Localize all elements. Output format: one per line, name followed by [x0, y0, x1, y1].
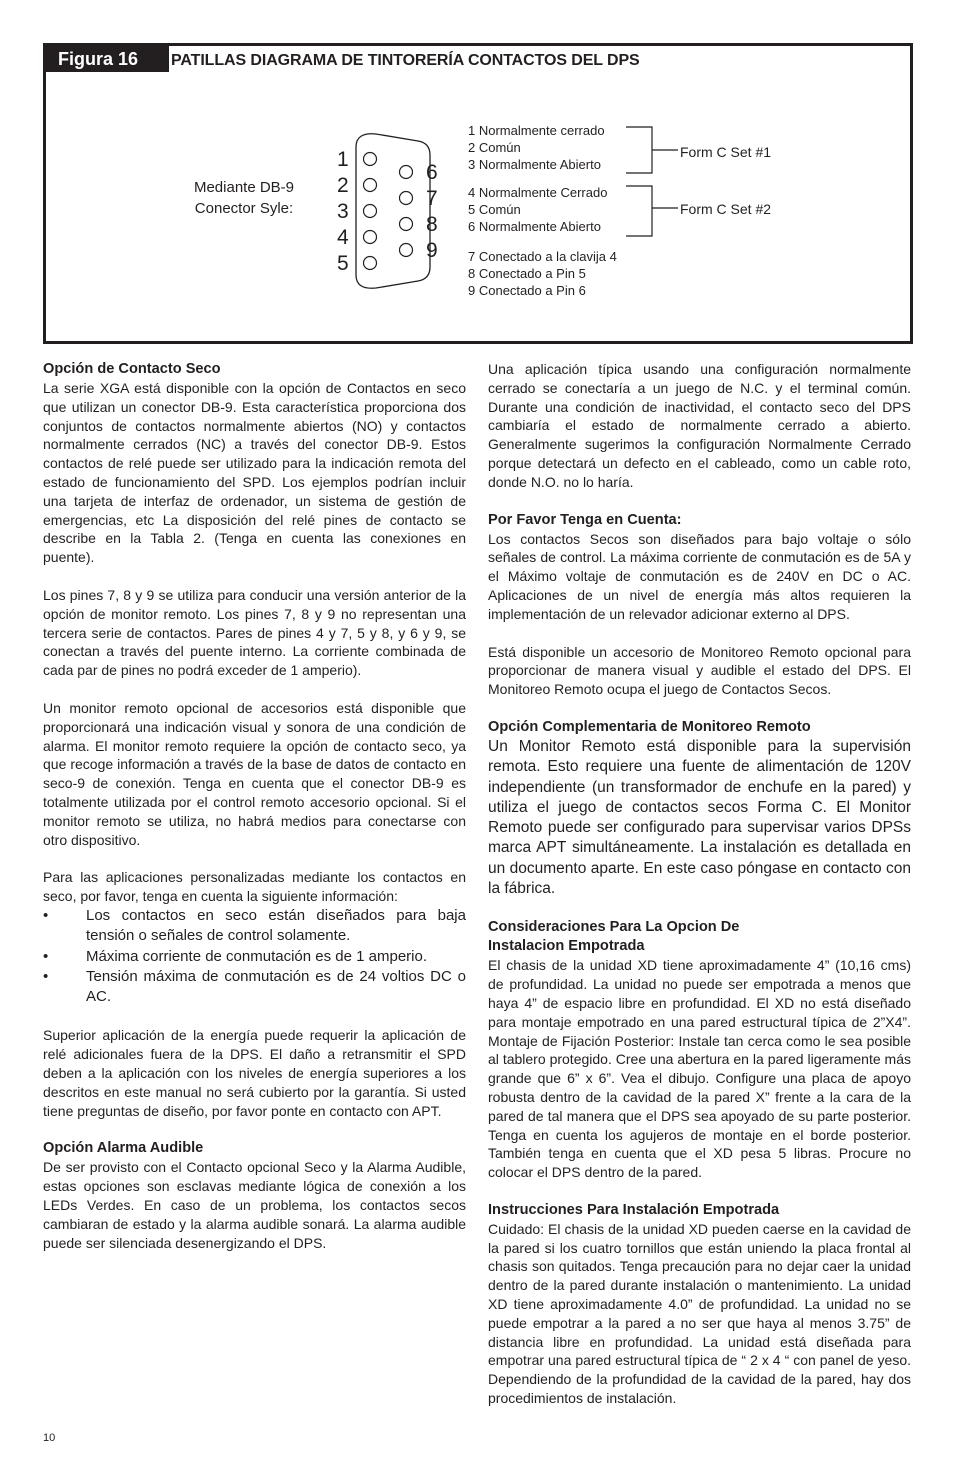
pin-hole-9: [400, 244, 413, 257]
pin-number-9: 9: [426, 239, 438, 262]
right-column: [488, 360, 911, 1408]
heading-please-note: Por Favor Tenga en Cuenta:: [488, 511, 682, 528]
pin-desc-4: 4 Normalmente Cerrado: [468, 185, 608, 200]
paragraph-dry-contact-3: Un monitor remoto opcional de accesorios está disponible que proporcionará una indicación visual y sonora de una condición de alarma. El monitor remoto requiere la opción de contacto seco, ya que recoge información a través de la base de datos de contacto en seco-9 de conexión. Tenga en cuenta que el conector DB-9 es totalmente utilizada por el control remoto accesorio opcional. Si el monitor remoto se utiliza, no habrá medios para conectarse con otro dispositivo.: [43, 699, 466, 848]
pin-number-7: 7: [426, 187, 438, 210]
pin-number-4: 4: [337, 226, 349, 249]
connector-label-line2: Conector Syle:: [194, 200, 294, 217]
pin-group-3: [468, 248, 617, 300]
pin-number-6: 6: [426, 161, 438, 184]
heading-flush-instructions: Instrucciones Para Instalación Empotrada: [488, 1201, 780, 1218]
figure-tag: Figura 16: [46, 46, 169, 72]
pin-hole-8: [400, 218, 413, 231]
pin-hole-1: [364, 153, 377, 166]
paragraph-flush-instructions: Cuidado: El chasis de la unidad XD pueden caerse en la cavidad de la pared si los cuatro tornillos que están uniendo la placa frontal al chasis son quitados. Tenga precaución para no dejar caer la unidad dentro de la pared durante instalación o mantenimiento. La unidad XD tiene aproximadamente 4.0” de profundidad. La unidad no se puede empotrar a la pared a no ser que haya al menos 3.75” de distancia libre en profundidad. La unidad está diseñada para empotrar una pared estructural típica de “ 2 x 4 “ con panel de yeso. Dependiendo de la profundidad de la cavidad de la pared, hay dos procedimientos de instalación.: [488, 1220, 911, 1407]
heading-dry-contact: Opción de Contacto Seco: [43, 361, 221, 377]
db9-connector-diagram: [334, 131, 454, 291]
pin-hole-6: [400, 166, 413, 179]
form-c-brackets: [626, 124, 686, 239]
pin-desc-3: 3 Normalmente Abierto: [468, 157, 601, 173]
paragraph-flush-considerations: El chasis de la unidad XD tiene aproximadamente 4” (10,16 cms) de profundidad. La unidad no puede ser empotrada a menos que haya 4” de espacio libre en profundidad. El XD no está diseñado para montaje empotrado en una pared estructural típica de 2”X4”. Montaje de Fijación Posterior: Instale tan cerca como le sea posible al tablero protegido. Cree una abertura en la pared ligeramente más grande que 6” x 6”. Vea el dibujo. Configure una placa de apoyo robusta dentro de la cavidad de la pared X” frente a la cara de la pared de tal manera que el DPS sea apoyado de su parte posterior. Tenga en cuenta los agujeros de montaje en el borde posterior. También tenga en cuenta que el XD pesa 5 libras. Procure no colocar el DPS dentro de la pared.: [488, 957, 911, 1181]
heading-audible-alarm: Opción Alarma Audible: [43, 1140, 204, 1157]
pin-hole-7: [400, 192, 413, 205]
heading-flush-considerations-2: Instalacion Empotrada: [488, 938, 645, 955]
pin-hole-5: [364, 257, 377, 270]
figure-title: PATILLAS DIAGRAMA DE TINTORERÍA CONTACTOS DEL DPS: [171, 52, 640, 69]
page-number: 10: [43, 1432, 56, 1444]
pin-number-2: 2: [337, 174, 349, 197]
bracket-set-2: [626, 186, 678, 236]
pin-hole-3: [364, 205, 377, 218]
paragraph-typical-application: Una aplicación típica usando una configuración normalmente cerrado se conectaría a un juego de N.C. y el terminal común. Durante una condición de inactividad, el contacto seco del DPS cambiaría el estado de normalmente cerrado a abierto. Generalmente sugerimos la configuración Normalmente Cerrado porque detectará un defecto en el cableado, como un cable roto, donde N.O. no lo haría.: [488, 361, 911, 490]
paragraph-dry-contact-1: La serie XGA está disponible con la opción de Contactos en seco que utilizan un conector DB-9. Esta característica proporciona dos conjuntos de contactos normalmente abiertos (NO) y contactos normalmente cerrados (NC) a través del conector DB-9. Estos contactos de relé puede ser utilizado para la indicación remota del estado de funcionamiento del SPD. Los ejemplos podrían incluir una tarjeta de interfaz de ordenador, un sistema de gestión de emergencias, etc La disposición del relé pines de contacto se describe en la Tabla 2. (Tenga en cuenta las conexiones en puente).: [43, 380, 466, 566]
pin-number-3: 3: [337, 200, 349, 223]
bullet-list: [43, 906, 466, 1007]
paragraph-remote-monitoring: Un Monitor Remoto está disponible para la supervisión remota. Esto requiere una fuente de alimentación de 120V independiente (un transformador de enchufe en la pared) y utiliza el juego de contactos secos Forma C. El Monitor Remoto puede ser configurado para supervisar varios DPSs marca APT simultáneamente. La instalación es detallada en un documento aparte. En este caso póngase en contacto con la fábrica.: [488, 737, 911, 898]
pin-desc-7: 7 Conectado a la clavija 4: [468, 249, 617, 264]
bullet-item: • Máxima corriente de conmutación es de 1 amperio.: [43, 947, 466, 967]
figure-16-box: [43, 43, 913, 344]
form-c-set-1: Form C Set #1: [680, 144, 772, 160]
paragraph-please-note: Los contactos Secos son diseñados para bajo voltaje o sólo señales de control. La máxima corriente de conmutación es de 5A y el Máximo voltaje de conmutación es de 240V en DC o AC. Aplicaciones de un nivel de energía más altos requieren la implementación de un relevador adicionar externo al DPS.: [488, 530, 911, 622]
pin-desc-1: 1 Normalmente cerrado: [468, 123, 605, 138]
paragraph-energy: Superior aplicación de la energía puede requerir la aplicación de relé adicionales fuera de la DPS. El daño a retransmitir el SPD deben a la aplicación con los niveles de energía superiores a los descritos en este manual no será cubierto por la garantía. Si usted tiene preguntas de diseño, por favor ponte en contacto con APT.: [43, 1027, 466, 1119]
pin-desc-2: 2 Común: [468, 140, 521, 156]
paragraph-audible-alarm: De ser provisto con el Contacto opcional Seco y la Alarma Audible, estas opciones son esclavas mediante lógica de conexión a los LEDs Verdes. En caso de un problema, los contactos secos cambiaran de estado y la alarma audible sonará. La alarma audible puede ser silenciada desenergizando el DPS.: [43, 1159, 466, 1251]
paragraph-remote-accessory: Está disponible un accesorio de Monitoreo Remoto opcional para proporcionar de manera visual y audible el estado del DPS. El Monitoreo Remoto ocupa el juego de Contactos Secos.: [488, 643, 911, 698]
pin-desc-9: 9 Conectado a Pin 6: [468, 283, 586, 299]
pin-group-1: [468, 122, 605, 174]
pin-number-5: 5: [337, 252, 349, 275]
heading-flush-considerations-1: Consideraciones Para La Opcion De: [488, 919, 740, 936]
paragraph-dry-contact-4: Para las aplicaciones personalizadas mediante los contactos en seco, por favor, tenga en cuenta la siguiente información:: [43, 869, 466, 905]
pin-group-2: [468, 184, 607, 236]
pin-hole-4: [364, 231, 377, 244]
heading-remote-monitoring: Opción Complementaria de Monitoreo Remoto: [488, 718, 811, 735]
connector-label: [184, 177, 304, 219]
pin-desc-8: 8 Conectado a Pin 5: [468, 266, 586, 282]
pin-hole-2: [364, 179, 377, 192]
bracket-set-1: [626, 127, 678, 173]
pin-desc-6: 6 Normalmente Abierto: [468, 219, 601, 235]
connector-label-line1: Mediante DB-9: [193, 179, 295, 196]
left-column: [43, 360, 466, 1252]
db9-connector-outline: [356, 134, 430, 288]
pin-number-1: 1: [337, 148, 349, 171]
pin-number-8: 8: [426, 213, 438, 236]
form-c-set-2: Form C Set #2: [680, 201, 772, 217]
bullet-item: • Los contactos en seco están diseñados para baja tensión o señales de control solamente.: [43, 906, 466, 947]
bullet-item: • Tensión máxima de conmutación es de 24 voltios DC o AC.: [43, 967, 466, 1008]
paragraph-dry-contact-2: Los pines 7, 8 y 9 se utiliza para conducir una versión anterior de la opción de monitor remoto. Los pines 7, 8 y 9 no representan una tercera serie de contactos. Pares de pines 4 y 7, 5 y 8, y 6 y 9, se conectan a través del puente interno. La corriente combinada de cada par de pines no podrá exceder de 1 amperio).: [43, 586, 466, 679]
pin-desc-5: 5 Común: [468, 202, 521, 218]
